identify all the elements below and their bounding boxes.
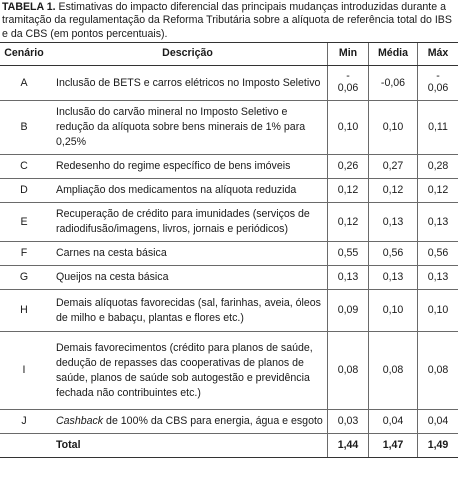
- total-label: Total: [48, 434, 328, 458]
- table-row: [0, 266, 458, 290]
- cell-max: 0,56: [418, 242, 459, 266]
- cell-min: 0,10: [328, 101, 369, 155]
- header-description: Descrição: [48, 43, 328, 66]
- header-scenario: Cenário: [0, 43, 48, 66]
- cell-scenario: [0, 434, 48, 458]
- cell-description: [48, 410, 328, 434]
- cell-mean: 0,08: [369, 332, 418, 410]
- table-total-row: [0, 434, 458, 458]
- header-max: Máx: [418, 43, 459, 66]
- data-table: [0, 42, 458, 458]
- cell-scenario: I: [0, 332, 48, 410]
- cell-mean: 0,04: [369, 410, 418, 434]
- cell-min: 0,03: [328, 410, 369, 434]
- cell-max: 0,13: [418, 266, 459, 290]
- cell-min: 0,09: [328, 290, 369, 332]
- table-row: [0, 203, 458, 242]
- cell-min: 0,13: [328, 266, 369, 290]
- cell-mean: 0,10: [369, 290, 418, 332]
- caption-label: TABELA 1.: [2, 1, 56, 13]
- cell-max: 0,12: [418, 179, 459, 203]
- total-mean: 1,47: [369, 434, 418, 458]
- caption-text: Estimativas do impacto diferencial das principais mudanças introduzidas durante a tramitação da regulamentação da Reforma Tributária sobre a alíquota de referência total do IBS e da CBS (em pontos percentuais).: [2, 1, 452, 40]
- cell-mean: 0,13: [369, 266, 418, 290]
- table-row: [0, 66, 458, 101]
- cell-min: 0,12: [328, 203, 369, 242]
- cell-min: [328, 66, 369, 101]
- cell-mean: 0,27: [369, 155, 418, 179]
- cell-mean: 0,56: [369, 242, 418, 266]
- cell-max: 0,08: [418, 332, 459, 410]
- table-row: [0, 290, 458, 332]
- cell-description: Demais favorecimentos (crédito para planos de saúde, dedução de repasses das cooperativas de planos de saúde, planos de saúde sob autogestão e previdência fechada não contribuintes etc.): [48, 332, 328, 410]
- cell-scenario: J: [0, 410, 48, 434]
- cell-min-value: 0,06: [337, 82, 359, 94]
- table-caption: [2, 1, 458, 41]
- cell-max-value: 0,06: [427, 82, 449, 94]
- cell-scenario: H: [0, 290, 48, 332]
- cell-max-sign: -: [436, 70, 440, 82]
- cell-max: 0,04: [418, 410, 459, 434]
- cell-description: Inclusão de BETS e carros elétricos no Imposto Seletivo: [48, 66, 328, 101]
- table-row: [0, 101, 458, 155]
- cell-max: 0,11: [418, 101, 459, 155]
- table-row: [0, 242, 458, 266]
- cell-min: 0,26: [328, 155, 369, 179]
- cell-description: Recuperação de crédito para imunidades (serviços de radiodifusão/imagens, livros, jornais e periódicos): [48, 203, 328, 242]
- header-min: Min: [328, 43, 369, 66]
- cell-mean: 0,12: [369, 179, 418, 203]
- total-max: 1,49: [418, 434, 459, 458]
- cell-description: Queijos na cesta básica: [48, 266, 328, 290]
- cell-description: Inclusão do carvão mineral no Imposto Seletivo e redução da alíquota sobre bens minerais de 1% para 0,25%: [48, 101, 328, 155]
- table-row: [0, 410, 458, 434]
- cell-description: Ampliação dos medicamentos na alíquota reduzida: [48, 179, 328, 203]
- cell-description: Carnes na cesta básica: [48, 242, 328, 266]
- cell-max: 0,13: [418, 203, 459, 242]
- cell-max: 0,28: [418, 155, 459, 179]
- cell-max: [418, 66, 459, 101]
- cell-description: Demais alíquotas favorecidas (sal, farinhas, aveia, óleos de milho e babaçu, plantas e flores etc.): [48, 290, 328, 332]
- cell-mean: 0,13: [369, 203, 418, 242]
- table-header-row: [0, 43, 458, 66]
- cell-min: 0,55: [328, 242, 369, 266]
- cell-description-emphasis: Cashback: [56, 415, 104, 427]
- table-row: [0, 155, 458, 179]
- cell-mean: 0,10: [369, 101, 418, 155]
- table-row: [0, 179, 458, 203]
- cell-scenario: F: [0, 242, 48, 266]
- cell-scenario: G: [0, 266, 48, 290]
- cell-max: 0,10: [418, 290, 459, 332]
- cell-scenario: B: [0, 101, 48, 155]
- cell-scenario: C: [0, 155, 48, 179]
- cell-min: 0,12: [328, 179, 369, 203]
- cell-description: Redesenho do regime específico de bens imóveis: [48, 155, 328, 179]
- cell-min: 0,08: [328, 332, 369, 410]
- header-mean: Média: [369, 43, 418, 66]
- table-row: [0, 332, 458, 410]
- cell-min-sign: -: [346, 70, 350, 82]
- cell-scenario: D: [0, 179, 48, 203]
- cell-mean: -0,06: [369, 66, 418, 101]
- cell-description-rest: de 100% da CBS para energia, água e esgoto: [103, 415, 323, 427]
- cell-scenario: E: [0, 203, 48, 242]
- total-min: 1,44: [328, 434, 369, 458]
- cell-scenario: A: [0, 66, 48, 101]
